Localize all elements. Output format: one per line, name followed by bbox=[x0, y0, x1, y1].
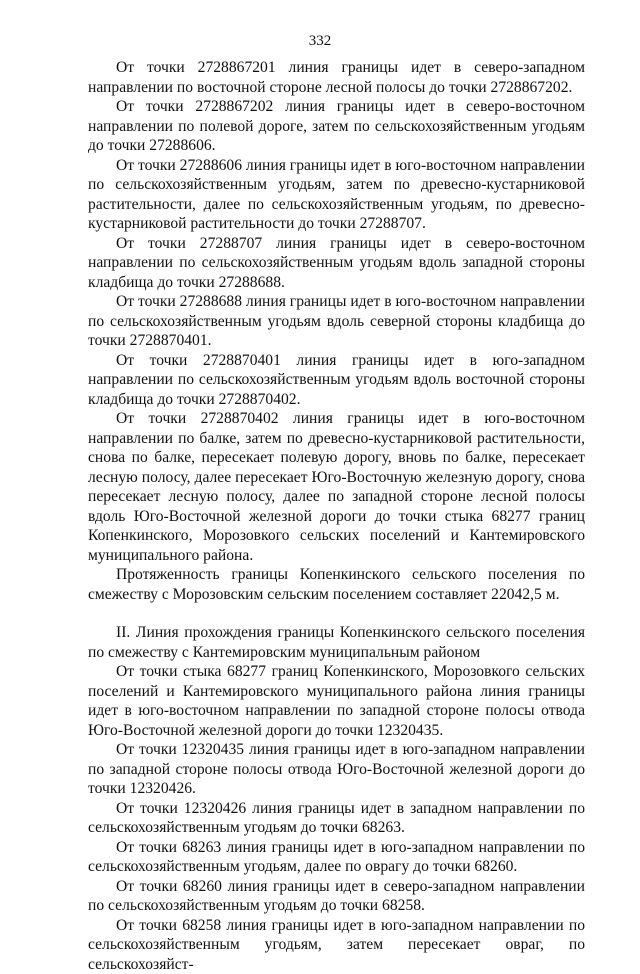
summary-paragraph: Протяженность границы Копенкинского сельского поселения по смежеству с Морозовским сельским поселением составляет 22042,5 м. bbox=[88, 565, 585, 604]
page-number: 332 bbox=[0, 32, 640, 50]
paragraph: От точки 2728867202 линия границы идет в северо-восточном направлении по полевой дороге, затем по сельскохозяйственным угодьям до точки 27288606. bbox=[88, 97, 585, 156]
paragraph: От точки 27288688 линия границы идет в юго-восточном направлении по сельскохозяйственным угодьям вдоль северной стороны кладбища до точки 2728870401. bbox=[88, 292, 585, 351]
paragraph: От точки 2728867201 линия границы идет в северо-западном направлении по восточной стороне лесной полосы до точки 2728867202. bbox=[88, 58, 585, 97]
paragraph: От точки стыка 68277 границ Копенкинского, Морозовкого сельских поселений и Кантемировского муниципального района линия границы идет в юго-восточном направлении по западной стороне полосы отвода Юго-Восточной железной дороги до точки 12320435. bbox=[88, 662, 585, 740]
paragraph: От точки 68258 линия границы идет в юго-западном направлении по сельскохозяйственным угодьям, затем пересекает овраг, по сельскохозяйст- bbox=[88, 916, 585, 974]
paragraph: От точки 27288606 линия границы идет в юго-восточном направлении по сельскохозяйственным угодьям, затем по древесно-кустарниковой растительности, далее по сельскохозяйственным угодьям, по древесно-кустарниковой растительности до точки 27288707. bbox=[88, 156, 585, 234]
paragraph: От точки 2728870401 линия границы идет в юго-западном направлении по сельскохозяйственным угодьям вдоль восточной стороны кладбища до точки 2728870402. bbox=[88, 351, 585, 410]
paragraph: От точки 12320435 линия границы идет в юго-западном направлении по западной стороне полосы отвода Юго-Восточной железной дороги до точки 12320426. bbox=[88, 740, 585, 799]
section-spacer bbox=[88, 604, 585, 623]
paragraph: От точки 2728870402 линия границы идет в юго-восточном направлении по балке, затем по древесно-кустарниковой растительности, снова по балке, пересекает полевую дорогу, вновь по балке, пересекает лесную полосу, далее пересекает Юго-Восточную железную дорогу, снова пересекает лесную полосу, далее по западной стороне лесной полосы вдоль Юго-Восточной железной дороги до точки стыка 68277 границ Копенкинского, Морозовкого сельских поселений и Кантемировского муниципального района. bbox=[88, 409, 585, 565]
paragraph: От точки 68260 линия границы идет в северо-западном направлении по сельскохозяйственным угодьям до точки 68258. bbox=[88, 877, 585, 916]
paragraph: От точки 68263 линия границы идет в юго-западном направлении по сельскохозяйственным угодьям, далее по оврагу до точки 68260. bbox=[88, 838, 585, 877]
section-heading: II. Линия прохождения границы Копенкинского сельского поселения по смежеству с Кантемировским муниципальным районом bbox=[88, 623, 585, 662]
paragraph: От точки 12320426 линия границы идет в западном направлении по сельскохозяйственным угодьям до точки 68263. bbox=[88, 799, 585, 838]
paragraph: От точки 27288707 линия границы идет в северо-восточном направлении по сельскохозяйственным угодьям вдоль западной стороны кладбища до точки 27288688. bbox=[88, 234, 585, 293]
document-body bbox=[88, 58, 585, 974]
